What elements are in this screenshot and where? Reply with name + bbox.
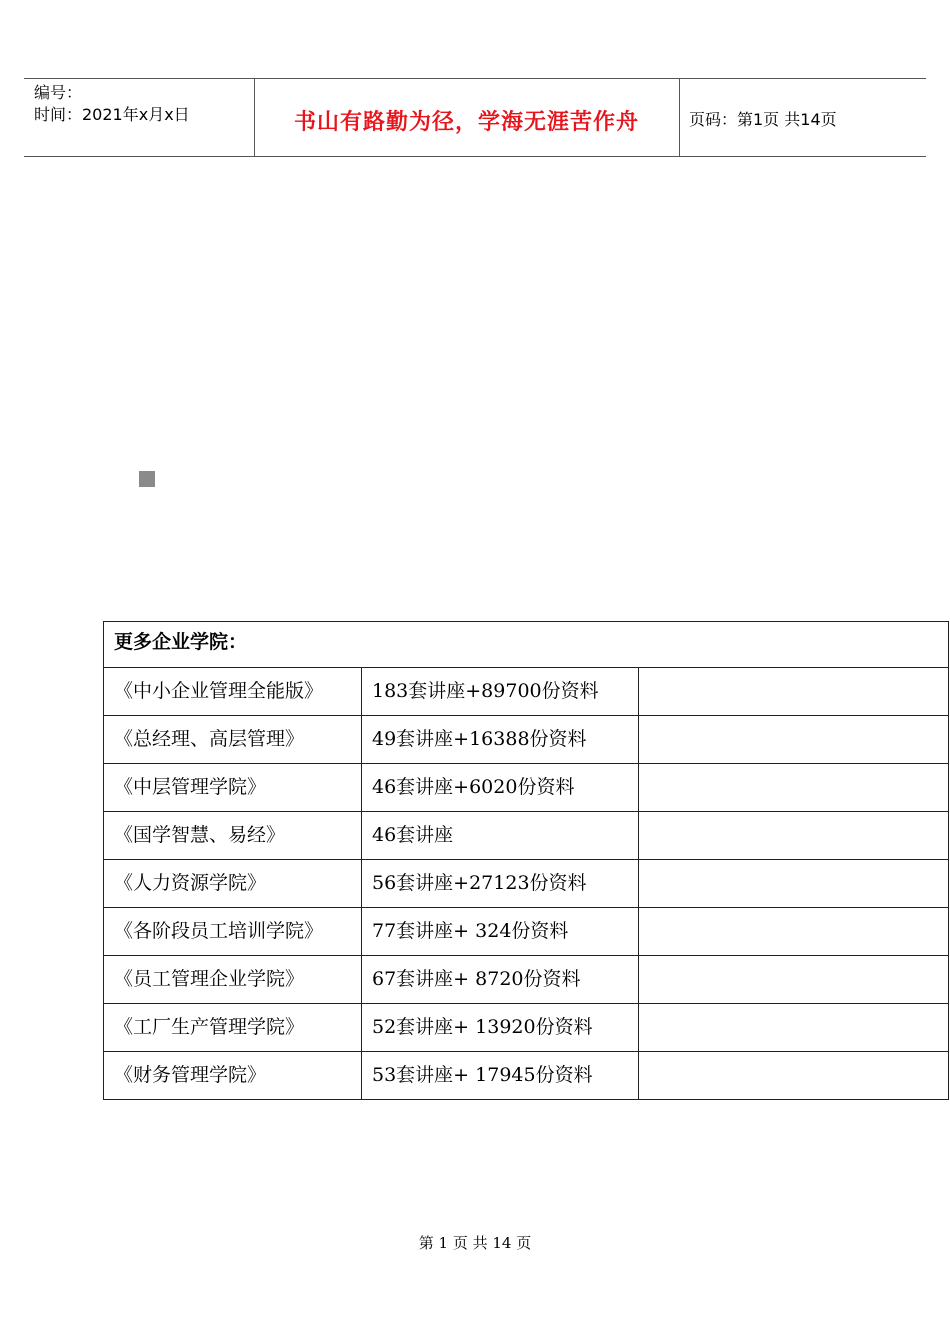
academy-extra — [639, 764, 949, 812]
academy-name: 《中层管理学院》 — [104, 764, 362, 812]
academy-extra — [639, 1052, 949, 1100]
academy-name: 《人力资源学院》 — [104, 860, 362, 908]
table-row — [104, 812, 949, 860]
table-row — [104, 764, 949, 812]
academy-resources: 56套讲座+27123份资料 — [362, 860, 639, 908]
academy-resources: 183套讲座+89700份资料 — [362, 668, 639, 716]
academy-extra — [639, 716, 949, 764]
table-row — [104, 860, 949, 908]
academy-extra — [639, 908, 949, 956]
table-row — [104, 1052, 949, 1100]
page-header — [24, 78, 926, 157]
table-row — [104, 716, 949, 764]
academy-extra — [639, 812, 949, 860]
academy-extra — [639, 1004, 949, 1052]
motto-text: 书山有路勤为径，学海无涯苦作舟 — [293, 110, 639, 135]
academy-table — [103, 621, 949, 1100]
page-code: 页码：第1页 共14页 — [689, 110, 837, 129]
table-row — [104, 956, 949, 1004]
academy-name: 《总经理、高层管理》 — [104, 716, 362, 764]
header-motto-cell — [254, 79, 680, 156]
academy-resources: 49套讲座+16388份资料 — [362, 716, 639, 764]
academy-extra — [639, 668, 949, 716]
page-footer: 第 1 页 共 14 页 — [418, 1234, 532, 1252]
table-row — [104, 668, 949, 716]
document-number-label: 编号： — [34, 83, 83, 102]
academy-resources: 52套讲座+ 13920份资料 — [362, 1004, 639, 1052]
academy-name: 《员工管理企业学院》 — [104, 956, 362, 1004]
table-heading: 更多企业学院： — [104, 622, 949, 668]
academy-extra — [639, 860, 949, 908]
academy-resources: 46套讲座+6020份资料 — [362, 764, 639, 812]
academy-name: 《各阶段员工培训学院》 — [104, 908, 362, 956]
academy-resources: 77套讲座+ 324份资料 — [362, 908, 639, 956]
academy-resources: 67套讲座+ 8720份资料 — [362, 956, 639, 1004]
academy-name: 《财务管理学院》 — [104, 1052, 362, 1100]
document-date: 时间：2021年x月x日 — [34, 105, 190, 124]
square-bullet-icon — [139, 471, 155, 487]
table-heading-row — [104, 622, 949, 668]
table-row — [104, 908, 949, 956]
academy-extra — [639, 956, 949, 1004]
academy-resources: 53套讲座+ 17945份资料 — [362, 1052, 639, 1100]
academy-name: 《工厂生产管理学院》 — [104, 1004, 362, 1052]
header-page-cell — [679, 79, 926, 156]
academy-name: 《国学智慧、易经》 — [104, 812, 362, 860]
table-row — [104, 1004, 949, 1052]
academy-resources: 46套讲座 — [362, 812, 639, 860]
header-meta-cell — [24, 79, 255, 156]
academy-name: 《中小企业管理全能版》 — [104, 668, 362, 716]
